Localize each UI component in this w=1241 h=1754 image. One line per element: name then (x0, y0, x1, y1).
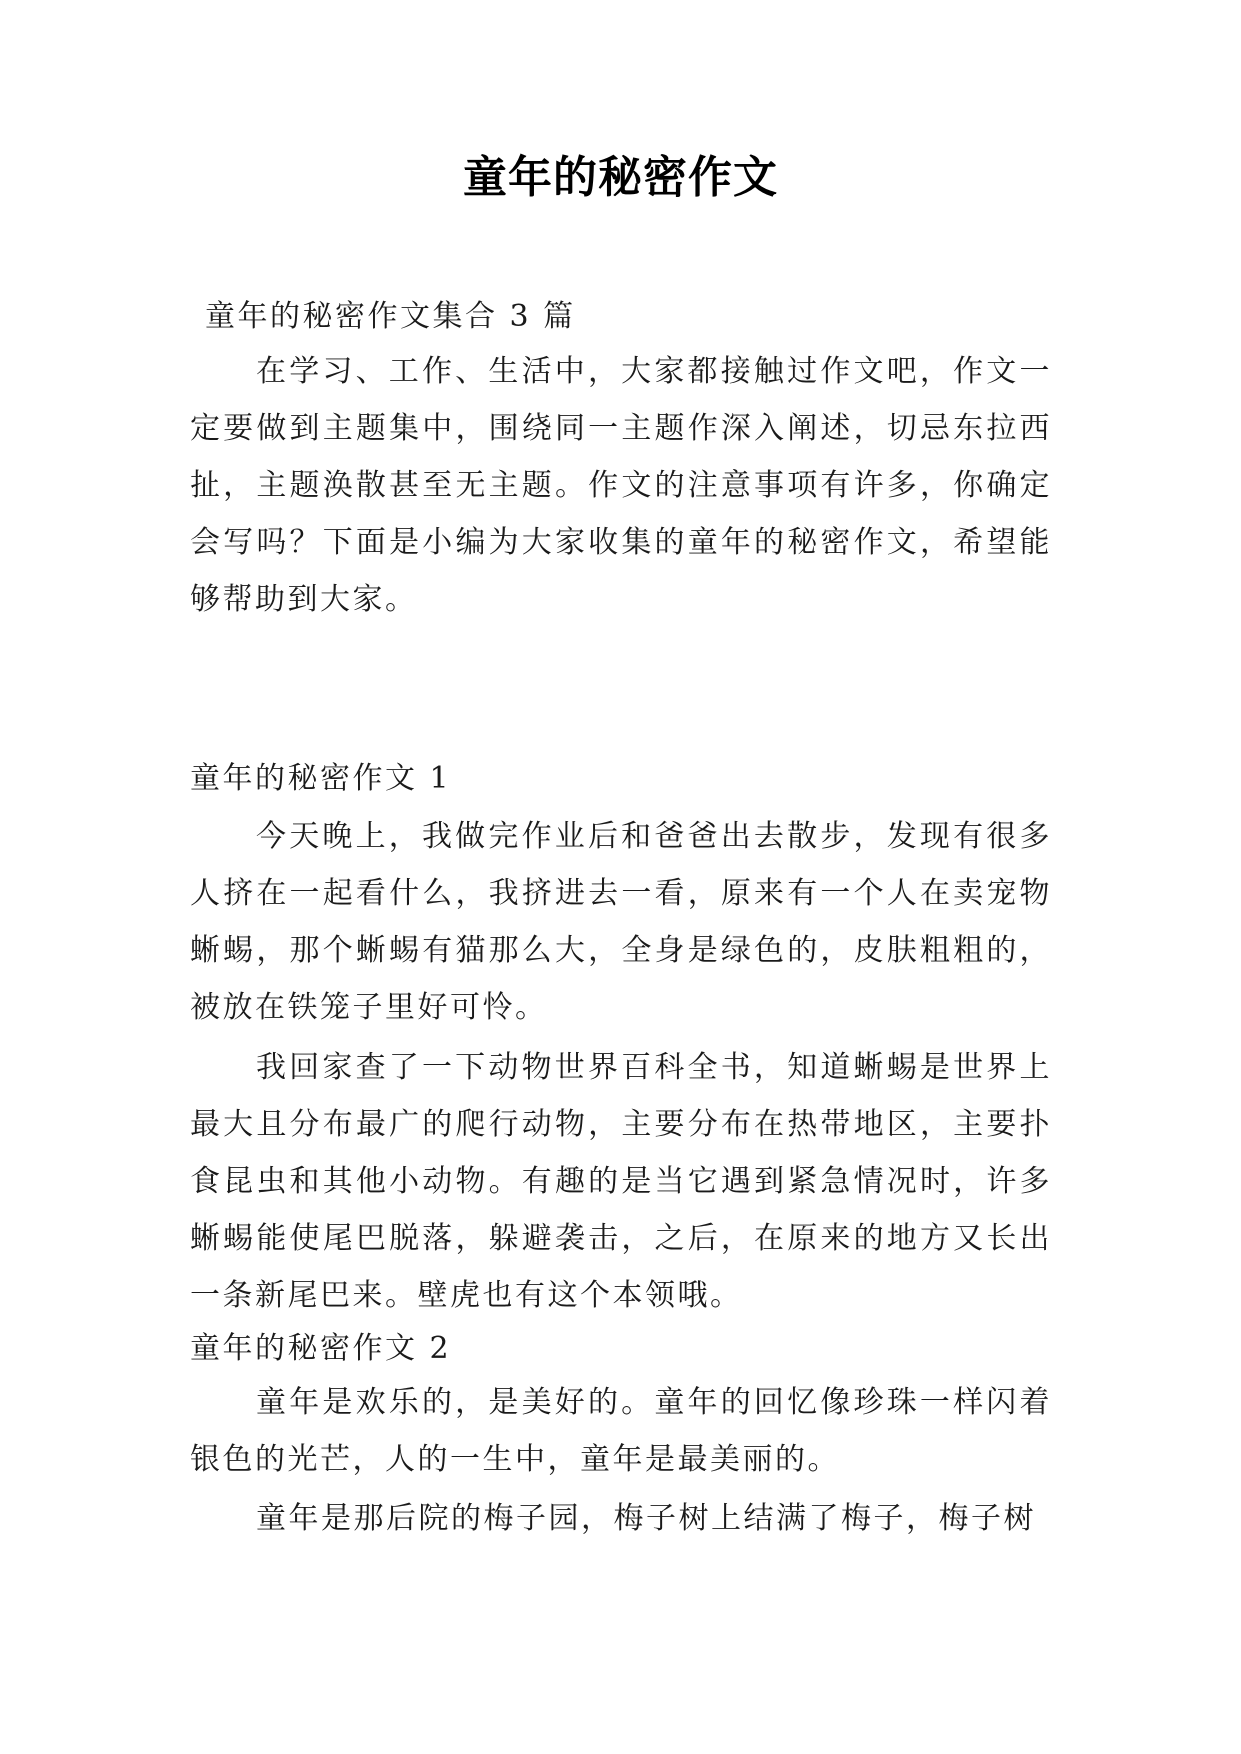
intro-paragraph: 在学习、工作、生活中，大家都接触过作文吧，作文一定要做到主题集中，围绕同一主题作深入阐述，切忌东拉西扯，主题涣散甚至无主题。作文的注意事项有许多，你确定会写吗？下面是小编为大家收集的童年的秘密作文，希望能够帮助到大家。 (190, 354, 1052, 617)
section-heading-2: 童年的秘密作文 2 (190, 1331, 452, 1366)
section-1-paragraph-2: 我回家查了一下动物世界百科全书，知道蜥蜴是世界上最大且分布最广的爬行动物，主要分布在热带地区，主要扑食昆虫和其他小动物。有趣的是当它遇到紧急情况时，许多蜥蜴能使尾巴脱落，躲避袭击，之后，在原来的地方又长出一条新尾巴来。壁虎也有这个本领哦。 (190, 1050, 1052, 1313)
section-heading-1: 童年的秘密作文 1 (190, 761, 452, 796)
document-title: 童年的秘密作文 (463, 152, 778, 203)
section-2-paragraph-2: 童年是那后院的梅子园，梅子树上结满了梅子，梅子树 (256, 1501, 1036, 1536)
section-2-paragraph-1: 童年是欢乐的，是美好的。童年的回忆像珍珠一样闪着银色的光芒，人的一生中，童年是最美丽的。 (190, 1385, 1052, 1477)
document-subtitle: 童年的秘密作文集合 3 篇 (205, 299, 576, 334)
section-1-paragraph-1: 今天晚上，我做完作业后和爸爸出去散步，发现有很多人挤在一起看什么，我挤进去一看，原来有一个人在卖宠物蜥蜴，那个蜥蜴有猫那么大，全身是绿色的，皮肤粗粗的，被放在铁笼子里好可怜。 (190, 819, 1052, 1025)
